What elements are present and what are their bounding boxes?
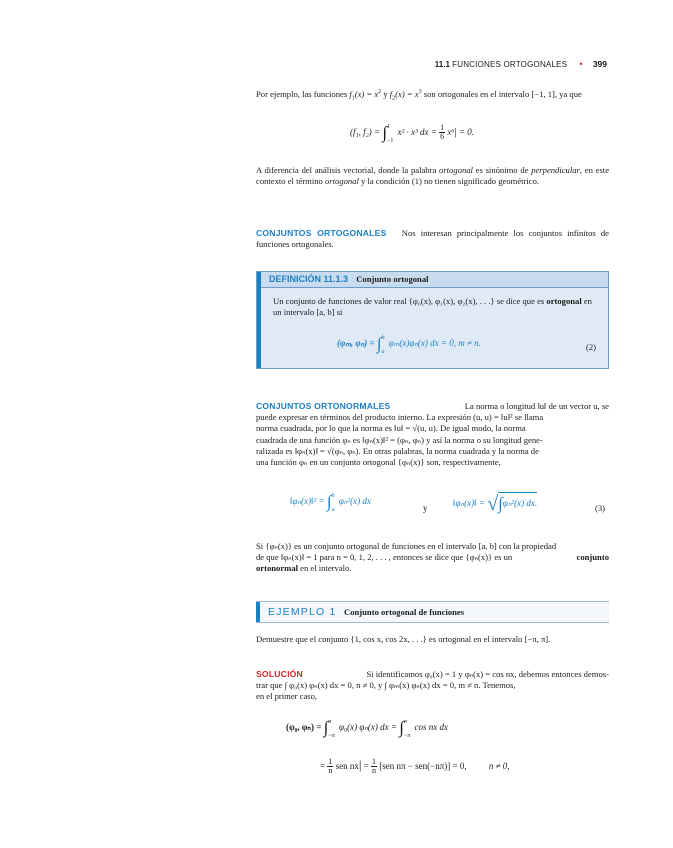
section-heading: CONJUNTOS ORTOGONALES bbox=[256, 228, 387, 238]
integral-sign: ∫ bbox=[382, 123, 387, 142]
intro-paragraph: Por ejemplo, las funciones $f_1(x) = x^2$ y $f_2(x) = x^3$ son ortogonales en el intervalo [−1, 1], ya que bbox=[256, 88, 582, 102]
equation-3-left: ‖φₙ(x)‖² = ∫ b a φₙ²(x) dx bbox=[290, 492, 371, 513]
page-number: 399 bbox=[592, 59, 607, 69]
solution-heading: SOLUCIÓN bbox=[256, 669, 303, 679]
example-header bbox=[256, 601, 609, 623]
definition-formula: (φₘ, φₙ) = ∫ b a φₘ(x)φₙ(x) dx = 0, m ≠ n. bbox=[337, 334, 481, 355]
section-heading-ortonormales: CONJUNTOS ORTONORMALES bbox=[256, 401, 391, 411]
vector-paragraph: A diferencia del análisis vectorial, donde la palabra ortogonal es sinónimo de perpendicular, en este contexto el término ortogonal y la condición (1) no tienen significado geométrico. bbox=[256, 165, 610, 187]
header-bullet: • bbox=[579, 59, 583, 69]
definition-name: Conjunto ortogonal bbox=[356, 274, 429, 284]
section-number: 11.1 bbox=[434, 60, 450, 69]
definition-box bbox=[256, 271, 609, 369]
conjuntos-ortonormales-paragraph: CONJUNTOS ORTONORMALES La norma o longitud ‖u‖ de un vector u, se puede expresar en términos del producto interno. La expresión (u, u) = ‖u‖² se llama norma cuadrada, por lo que la norma es ‖u‖ = √(u, u). De igual modo, la norma cuadrada de una función φₙ es ‖φₙ(x)‖² = (φₙ, φₙ) y así la norma o su longitud gene- ralizada es ‖φₙ(x)‖ = √(φₙ, φₙ). En otras palabras, la norma cuadrada y la norma de una función φₙ en un conjunto ortogonal {φₙ(x)} son, respectivamente, bbox=[256, 401, 609, 468]
equation-number-2: (2) bbox=[585, 342, 596, 352]
definition-text: Un conjunto de funciones de valor real {φ₀(x), φ₁(x), φ₂(x), . . .} se dice que es ortogonal en un intervalo [a, b] si bbox=[273, 296, 592, 318]
definition-title bbox=[261, 272, 608, 288]
running-header bbox=[300, 59, 607, 71]
equation-3-conjunction: y bbox=[423, 503, 428, 513]
solution-equation-row-1: (φ₀, φₙ) = ∫ π −π φ₀(x) φₙ(x) dx = ∫ π −π cos nx dx bbox=[286, 718, 449, 739]
example-title: Conjunto ortogonal de funciones bbox=[344, 607, 465, 617]
definition-code: DEFINICIÓN 11.1.3 bbox=[269, 274, 349, 284]
equation-number-3: (3) bbox=[595, 503, 606, 513]
example-statement: Demuestre que el conjunto {1, cos x, cos 2x, . . .} es ortogonal en el intervalo [−π, π]. bbox=[256, 634, 551, 644]
example-label: EJEMPLO 1 bbox=[268, 606, 337, 618]
equation-3-right: ‖φₙ(x)‖ = √∫φₙ²(x) dx. bbox=[453, 493, 538, 515]
orthonormal-paragraph: Si {φₙ(x)} es un conjunto ortogonal de funciones en el intervalo [a, b] con la propiedad de que ‖φₙ(x)‖ = 1 para n = 0, 1, 2, . . . , entonces se dice que {φₙ(x)} es un conjunto ortonormal en el intervalo. bbox=[256, 541, 609, 574]
solution-paragraph: SOLUCIÓN Si identificamos φ₀(x) = 1 y φₙ(x) = cos nx, debemos entonces demos- trar que ∫ φ₀(x) φₙ(x) dx = 0, n ≠ 0, y ∫ φₘ(x) φₙ(x) dx = 0, m ≠ n. Tenemos, en el primer caso, bbox=[256, 669, 609, 702]
section-title: FUNCIONES ORTOGONALES bbox=[452, 60, 568, 69]
equation-1: (f₁, f₂) = ∫ 1 −1 x² · x³ dx = $\frac{1}{6}$ x⁶| = 0. bbox=[350, 123, 475, 144]
solution-equation-row-2: = $\frac{1}{n}$ sen nx| = $\frac{1}{n}$ [sen nπ − sen(−nπ)] = 0, n ≠ 0, bbox=[320, 757, 510, 776]
conjuntos-ortogonales-paragraph: CONJUNTOS ORTOGONALES Nos interesan principalmente los conjuntos infinitos de funciones ortogonales. bbox=[256, 228, 609, 250]
example-accent-bar bbox=[256, 602, 260, 622]
